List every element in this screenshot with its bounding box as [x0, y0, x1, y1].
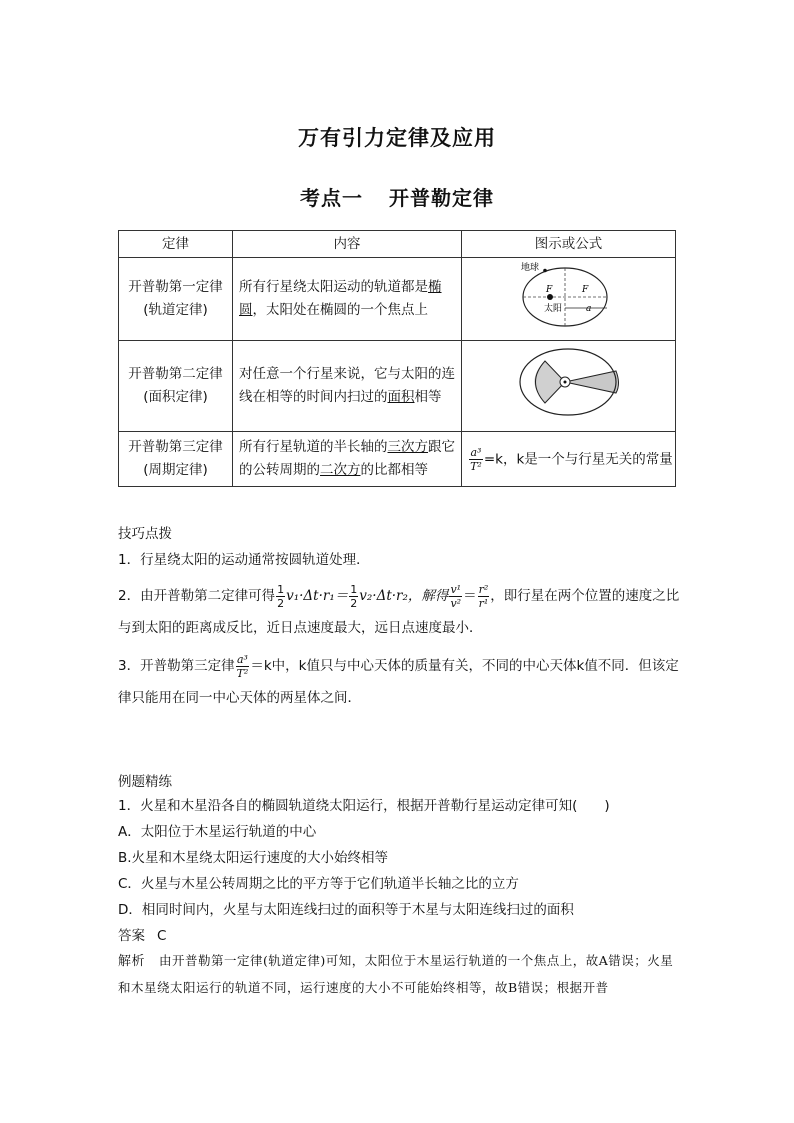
law-content: 所有行星轨道的半长轴的三次方跟它的公转周期的二次方的比都相等 [233, 432, 462, 487]
equal-area-figure [466, 341, 671, 423]
area-law-diagram [462, 341, 676, 432]
tip-item-1: 1．行星绕太阳的运动通常按圆轨道处理． [118, 552, 370, 568]
option-c: C．火星与木星公转周期之比的平方等于它们轨道半长轴之比的立方 [118, 876, 519, 892]
table-row [119, 432, 676, 487]
law-content: 所有行星绕太阳运动的轨道都是椭圆，太阳处在椭圆的一个焦点上 [233, 258, 462, 341]
table-row [119, 258, 676, 341]
option-b: B.火星和木星绕太阳运行速度的大小始终相等 [118, 850, 389, 866]
ellipse-orbit-figure [466, 258, 671, 332]
examples-heading: 例题精练 [118, 774, 172, 790]
tips-heading: 技巧点拨 [118, 526, 172, 542]
answer-line [118, 924, 688, 950]
answer-label: 答案 [118, 928, 145, 944]
law-content: 对任意一个行星来说，它与太阳的连线在相等的时间内扫过的面积相等 [233, 341, 462, 432]
law-name: 开普勒第二定律(面积定律) [119, 341, 233, 432]
page-title: 万有引力定律及应用 [298, 126, 496, 150]
focus-label-right: F [582, 285, 589, 295]
section-title [0, 182, 794, 211]
table-row [119, 341, 676, 432]
section-name: 开普勒定律 [389, 186, 494, 210]
option-a: A．太阳位于木星运行轨道的中心 [118, 824, 317, 840]
header-law: 定律 [119, 231, 233, 258]
tip-item-2: 2．由开普勒第二定律可得 $\frac{1}{2}$ v₁·Δt·r₁＝ $\frac{1}{2}$ v₂·Δt·r₂，解得 $\frac{\text{v¹}}{\text{v²}}$ ＝ $\frac{\text{r²}}{\text{r¹}}$ ，即行星在两个位置的速度之比与到太阳的距离成反比，近日点速度最大，远日点速度最小． [118, 582, 680, 636]
analysis-text [118, 948, 680, 1001]
analysis-label: 解析 [118, 954, 146, 969]
formula-fraction: $\frac{\text{a³}}{\text{T²}}$ [470, 445, 482, 473]
answer-value: C [157, 928, 167, 944]
law-name: 开普勒第一定律(轨道定律) [119, 258, 233, 341]
example-question: 1．火星和木星沿各自的椭圆轨道绕太阳运行，根据开普勒行星运动定律可知( ) [118, 798, 610, 814]
analysis-body: 由开普勒第一定律(轨道定律)可知，太阳位于木星运行轨道的一个焦点上，故A错误；火星和木星绕太阳运行的轨道不同，运行速度的大小不可能始终相等，故B错误；根据开普 [118, 953, 674, 995]
header-content: 内容 [233, 231, 462, 258]
period-formula [462, 432, 676, 487]
option-d: D．相同时间内，火星与太阳连线扫过的面积等于木星与太阳连线扫过的面积 [118, 902, 574, 918]
section-label: 考点一 [300, 186, 363, 210]
sun-label: 太阳 [544, 304, 563, 314]
law-name: 开普勒第三定律(周期定律) [119, 432, 233, 487]
header-diagram: 图示或公式 [462, 231, 676, 258]
table-header-row [119, 231, 676, 258]
focus-label-left: F [546, 285, 553, 295]
formula-rest: =k，k是一个与行星无关的常量 [483, 451, 673, 467]
semi-axis-label: a [586, 304, 592, 314]
earth-label: 地球 [521, 263, 540, 273]
tips-section [118, 522, 688, 542]
kepler-laws-table [118, 230, 676, 487]
tip-item-3: 3．开普勒第三定律 $\frac{\text{a³}}{\text{T²}}$ ＝k中，k值只与中心天体的质量有关，不同的中心天体k值不同．但该定律只能用在同一中心天体的两星体之间． [118, 652, 679, 706]
orbit-ellipse-diagram [462, 258, 676, 341]
